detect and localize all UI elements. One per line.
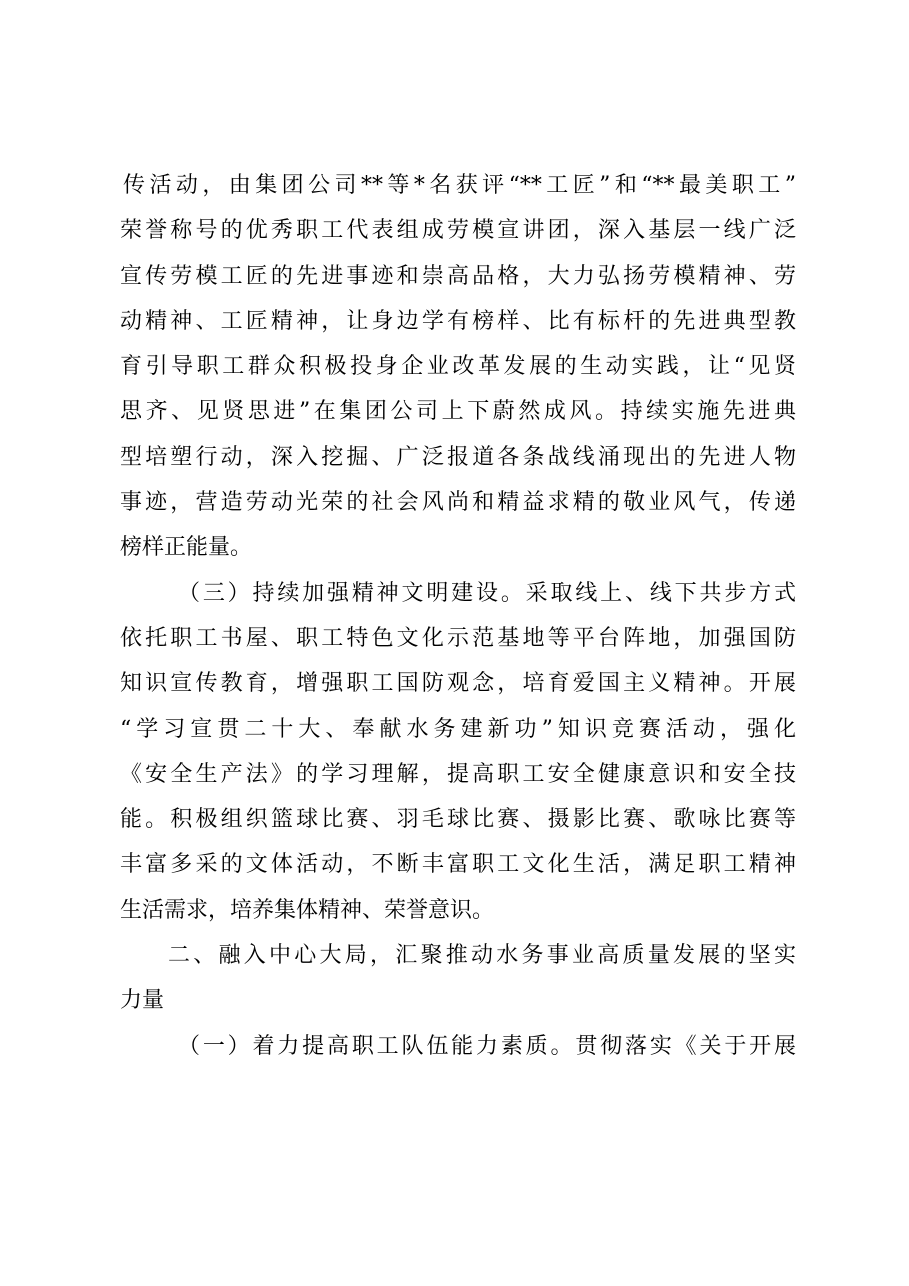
text-line: “学习宣贯二十大、奉献水务建新功”知识竞赛活动，强化 — [120, 716, 796, 742]
heading-section-2 — [120, 933, 796, 1024]
text-line: 依托职工书屋、职工特色文化示范基地等平台阵地，加强国防 — [120, 625, 796, 651]
text-line: 榜样正能量。 — [120, 535, 253, 561]
document-body — [120, 163, 796, 1069]
text-line: 能。积极组织篮球比赛、羽毛球比赛、摄影比赛、歌咏比赛等 — [120, 807, 796, 833]
paragraph-section-2-1 — [120, 1024, 796, 1069]
text-line: 丰富多采的文体活动，不断丰富职工文化生活，满足职工精神 — [120, 852, 796, 878]
paragraph-section-3 — [120, 571, 796, 933]
text-line: 型培塑行动，深入挖掘、广泛报道各条战线涌现出的先进人物 — [120, 444, 796, 470]
section-heading-line: 二、融入中心大局，汇聚推动水务事业高质量发展的坚实 — [168, 943, 796, 969]
text-line: 育引导职工群众积极投身企业改革发展的生动实践，让“见贤 — [120, 354, 796, 380]
text-line: 《安全生产法》的学习理解，提高职工安全健康意识和安全技 — [120, 761, 796, 787]
paragraph-continuation — [120, 163, 796, 571]
text-line: 知识宣传教育，增强职工国防观念，培育爱国主义精神。开展 — [120, 671, 796, 697]
text-line: 荣誉称号的优秀职工代表组成劳模宣讲团，深入基层一线广泛 — [120, 218, 796, 244]
section-3-heading-line: （三）持续加强精神文明建设。采取线上、线下共步方式 — [178, 580, 796, 606]
section-heading-line: 力量 — [120, 988, 165, 1014]
text-line: 宣传劳模工匠的先进事迹和崇高品格，大力弘扬劳模精神、劳 — [120, 263, 796, 289]
subsection-heading-line: （一）着力提高职工队伍能力素质。贯彻落实《关于开展 — [178, 1033, 796, 1059]
text-line: 事迹，营造劳动光荣的社会风尚和精益求精的敬业风气，传递 — [120, 490, 796, 516]
text-line: 动精神、工匠精神，让身边学有榜样、比有标杆的先进典型教 — [120, 308, 796, 334]
text-line: 生活需求，培养集体精神、荣誉意识。 — [120, 897, 495, 923]
text-line: 思齐、见贤思进”在集团公司上下蔚然成风。持续实施先进典 — [120, 399, 796, 425]
text-line: 传活动，由集团公司**等*名获评“**工匠”和“**最美职工” — [123, 173, 796, 198]
